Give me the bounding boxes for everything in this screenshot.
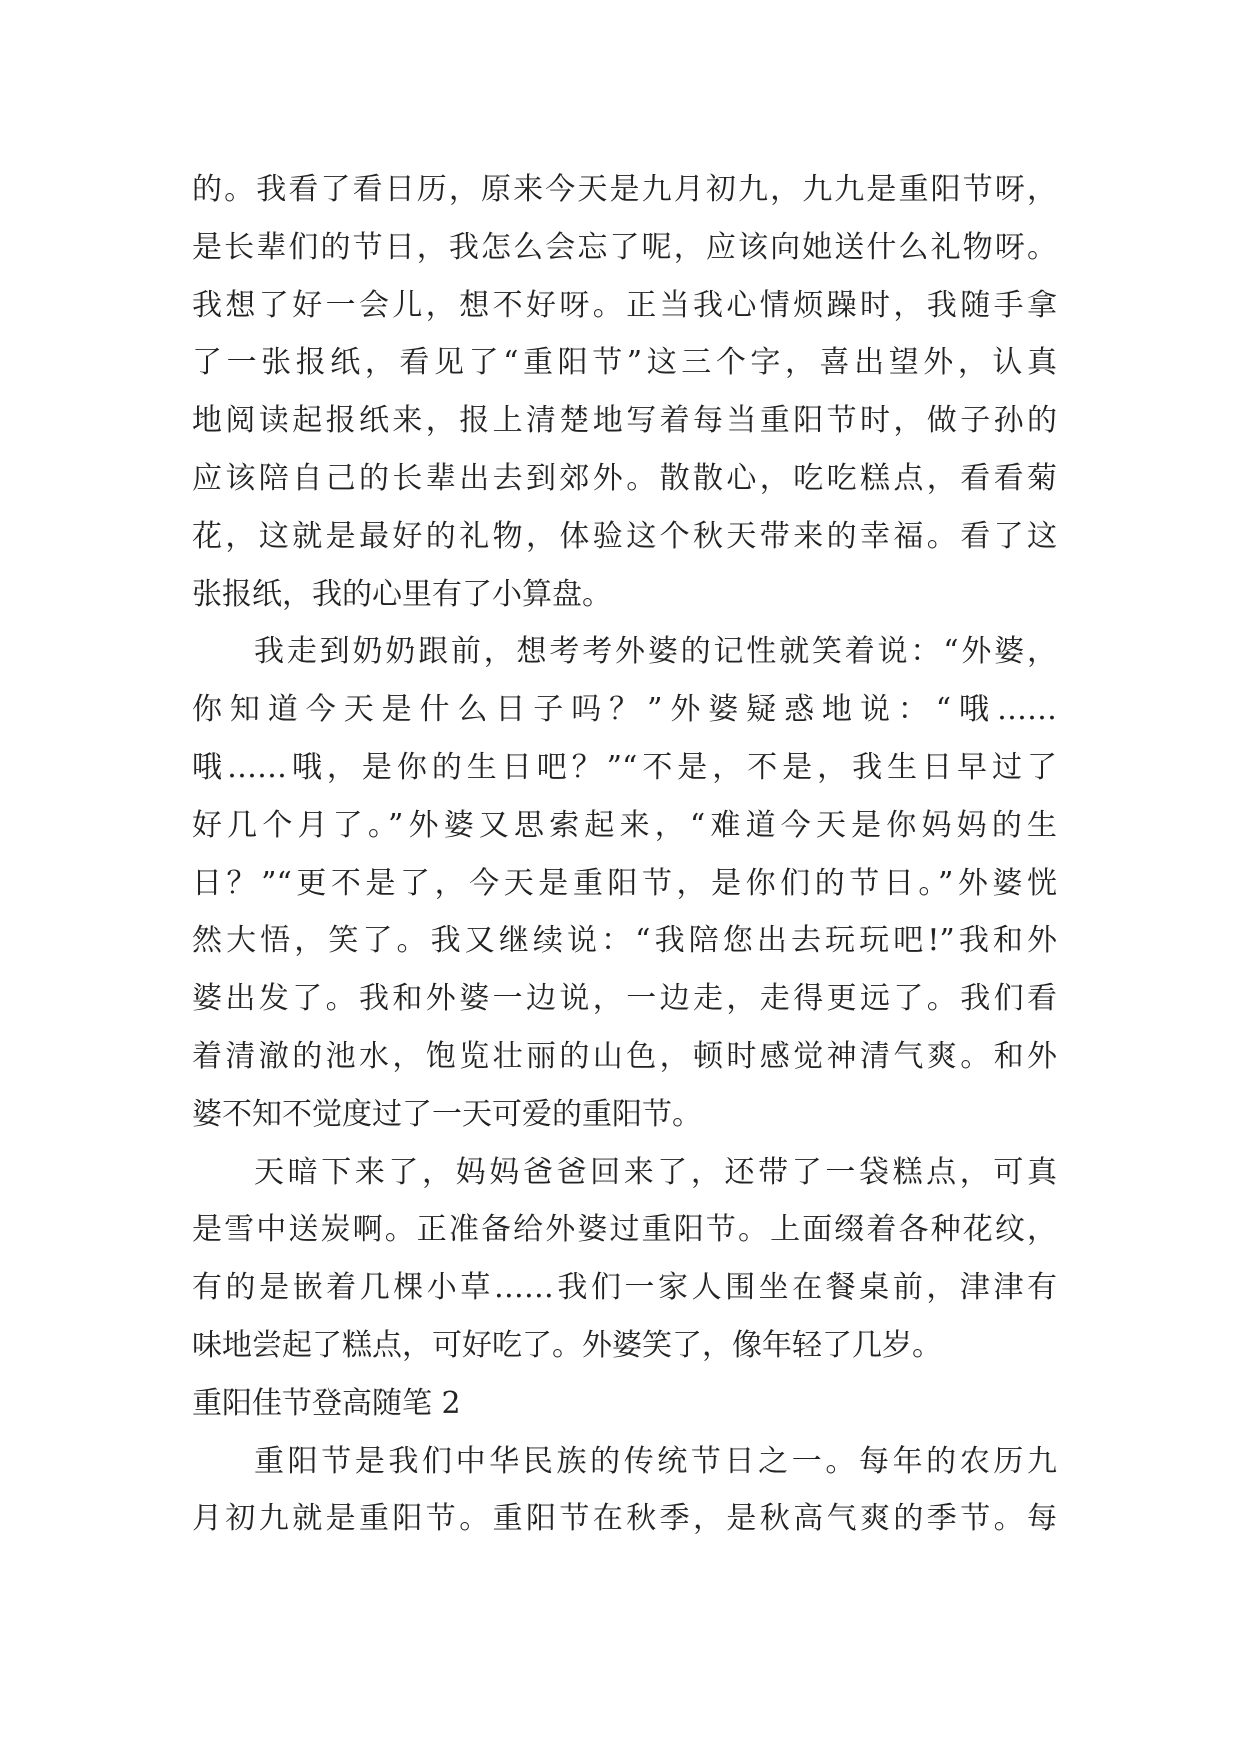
text-line: 哦……哦，是你的生日吧？”“不是，不是，我生日早过了 [192,749,1057,785]
paragraph [192,1144,1057,1375]
text-line: 张报纸，我的心里有了小算盘。 [192,576,612,612]
paragraph [192,623,1057,1143]
text-line: 是雪中送炭啊。正准备给外婆过重阳节。上面缀着各种花纹， [192,1212,1057,1248]
text-line: 天暗下来了，妈妈爸爸回来了，还带了一袋糕点，可真 [254,1154,1057,1190]
text-line: 的。我看了看日历，原来今天是九月初九，九九是重阳节呀， [192,172,1057,207]
text-line: 了一张报纸，看见了“重阳节”这三个字，喜出望外，认真 [192,345,1057,381]
text-line: 地阅读起报纸来，报上清楚地写着每当重阳节时，做子孙的 [192,403,1057,439]
text-line: 你知道今天是什么日子吗？”外婆疑惑地说：“哦…… [192,692,1057,728]
text-line: 月初九就是重阳节。重阳节在秋季，是秋高气爽的季节。每 [192,1501,1057,1537]
section-heading: 重阳佳节登高随笔 2 [192,1385,461,1421]
text-line: 有的是嵌着几棵小草……我们一家人围坐在餐桌前，津津有 [192,1270,1057,1306]
text-line: 然大悟，笑了。我又继续说：“我陪您出去玩玩吧!”我和外 [192,923,1057,959]
text-line: 我走到奶奶跟前，想考考外婆的记性就笑着说：“外婆， [254,634,1057,670]
text-line: 婆出发了。我和外婆一边说，一边走，走得更远了。我们看 [192,981,1057,1017]
text-line: 是长辈们的节日，我怎么会忘了呢，应该向她送什么礼物呀。 [192,229,1057,265]
paragraph [192,1433,1057,1549]
text-line: 日？”“更不是了，今天是重阳节，是你们的节日。”外婆恍 [192,865,1057,901]
text-line: 重阳节是我们中华民族的传统节日之一。每年的农历九 [254,1443,1057,1479]
document-page [192,161,1057,1548]
text-line: 味地尝起了糕点，可好吃了。外婆笑了，像年轻了几岁。 [192,1327,942,1363]
text-line: 我想了好一会儿，想不好呀。正当我心情烦躁时，我随手拿 [192,287,1057,323]
text-line: 着清澈的池水，饱览壮丽的山色，顿时感觉神清气爽。和外 [192,1038,1057,1074]
text-line: 花，这就是最好的礼物，体验这个秋天带来的幸福。看了这 [192,518,1057,554]
paragraph [192,161,1057,623]
text-line: 应该陪自己的长辈出去到郊外。散散心，吃吃糕点，看看菊 [192,460,1057,496]
text-line: 婆不知不觉度过了一天可爱的重阳节。 [192,1096,702,1132]
text-line: 好几个月了。”外婆又思索起来，“难道今天是你妈妈的生 [192,807,1057,843]
